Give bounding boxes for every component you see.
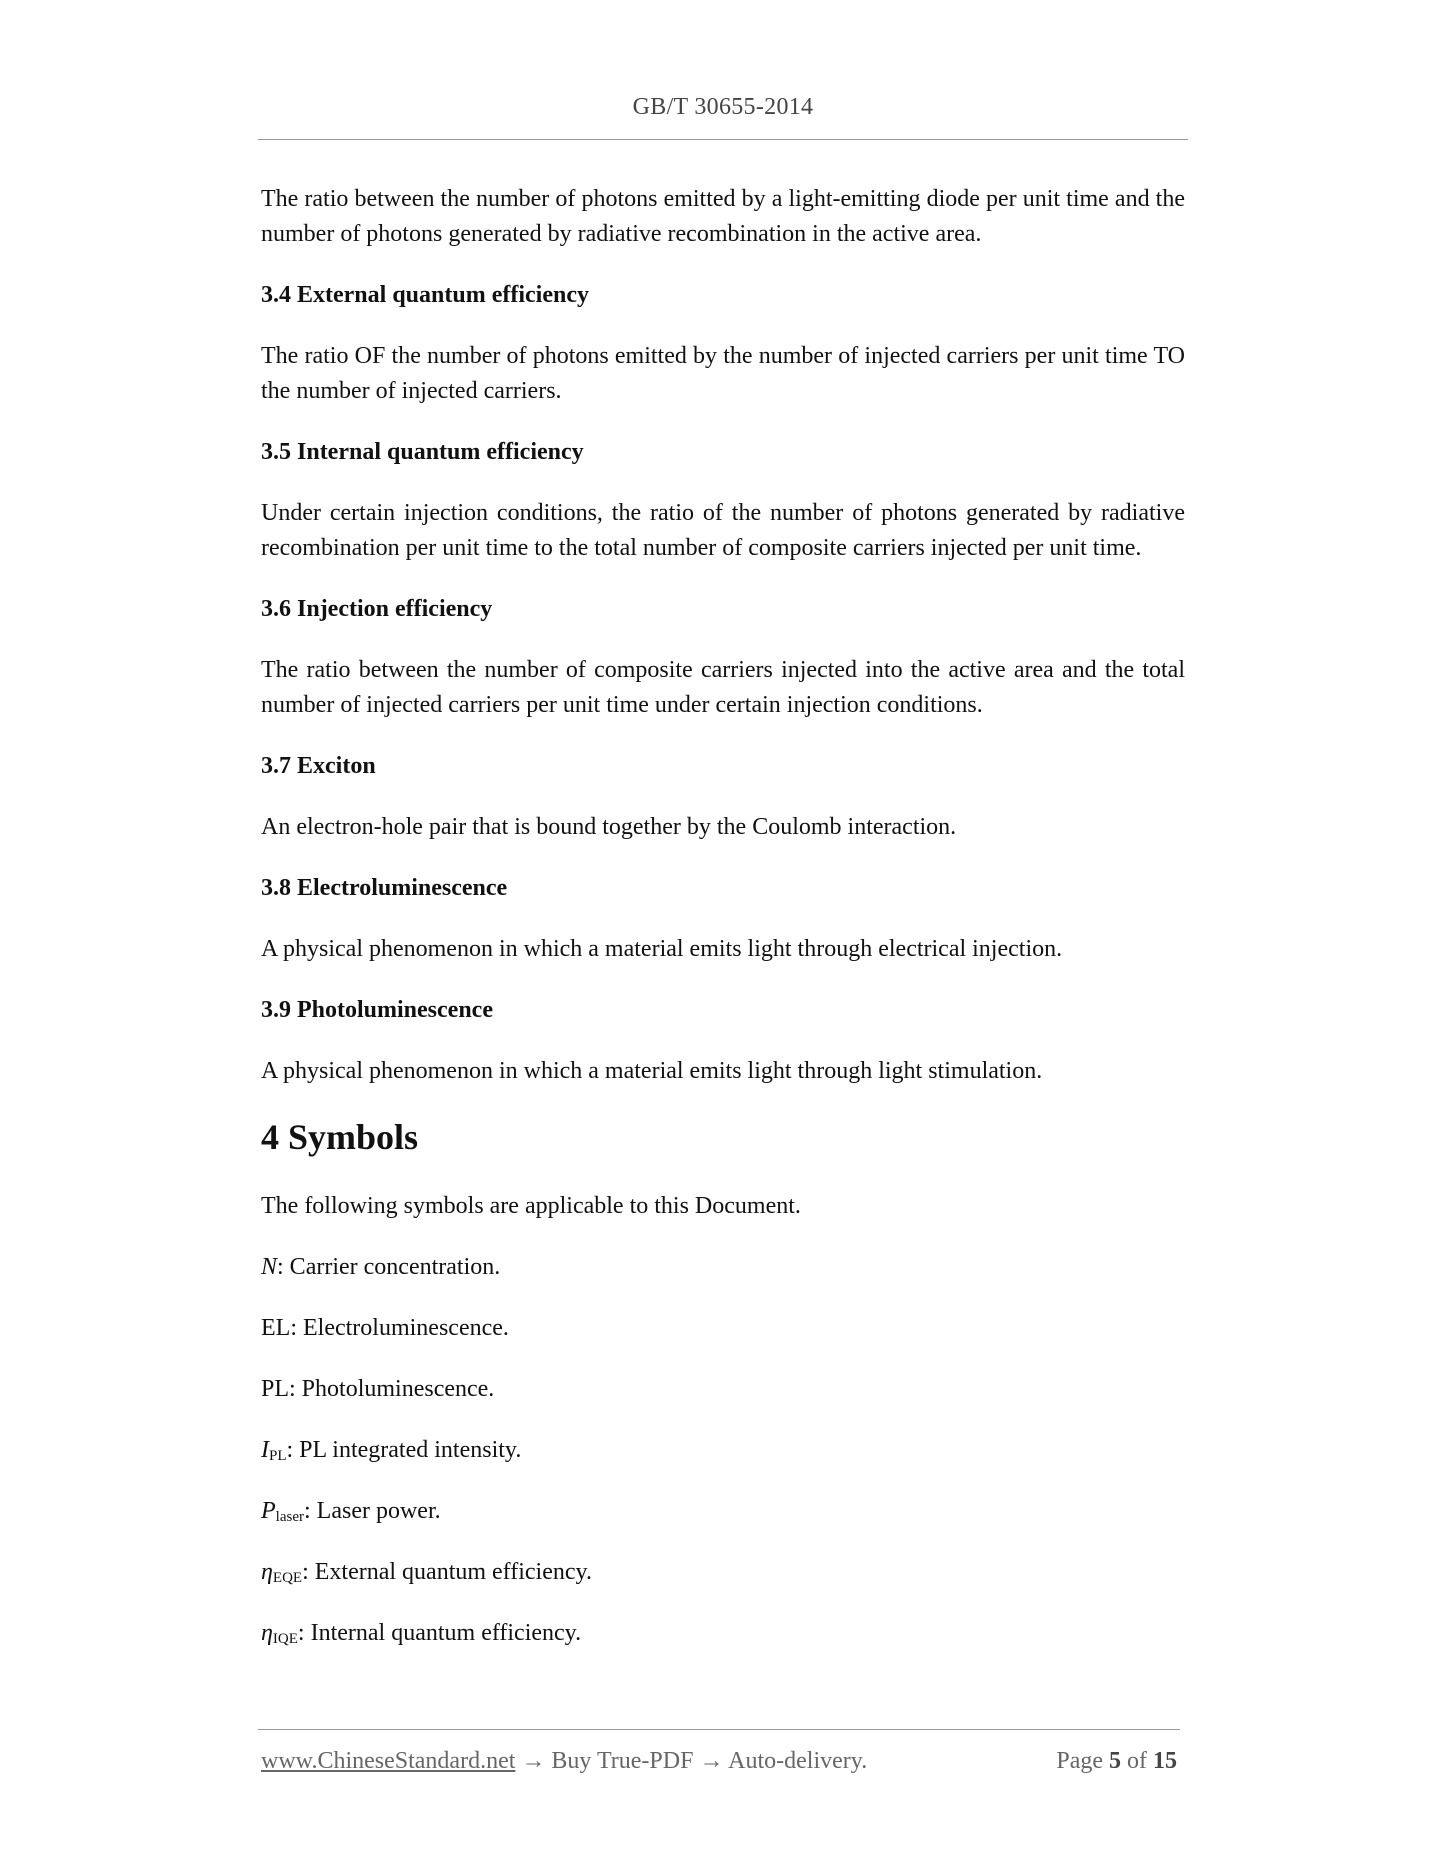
footer-left [261, 1748, 867, 1775]
paragraph-3-8: A physical phenomenon in which a material emits light through electrical injection. [261, 936, 1063, 962]
symbol-description: : Laser power. [304, 1498, 441, 1524]
heading-3-5: 3.5 Internal quantum efficiency [261, 439, 584, 465]
symbol-description: : PL integrated intensity. [286, 1437, 522, 1463]
symbol-description: : Carrier concentration. [277, 1254, 501, 1280]
heading-3-9: 3.9 Photoluminescence [261, 997, 493, 1023]
symbol-name: EL [261, 1315, 291, 1341]
page-number [1056, 1748, 1177, 1775]
page-total: 15 [1153, 1748, 1177, 1774]
page-content [261, 182, 1185, 1677]
footer-divider [258, 1729, 1180, 1730]
heading-3-4: 3.4 External quantum efficiency [261, 282, 589, 308]
paragraph-3-7: An electron-hole pair that is bound together by the Coulomb interaction. [261, 814, 957, 840]
website-link[interactable]: www.ChineseStandard.net [261, 1748, 516, 1774]
heading-3-6: 3.6 Injection efficiency [261, 596, 493, 622]
symbol-subscript: PL [269, 1448, 287, 1464]
page-header-title: GB/T 30655-2014 [632, 94, 814, 120]
symbol-description: : External quantum efficiency. [302, 1559, 592, 1585]
symbol-description: : Photoluminescence. [289, 1376, 495, 1402]
symbol-name: N [261, 1254, 278, 1280]
of-label: of [1127, 1748, 1147, 1774]
symbol-name: η [261, 1620, 273, 1646]
paragraph-3-6: The ratio between the number of composite carriers injected into the active area and the total number of injected carriers per unit time under certain injection conditions. [261, 657, 1185, 718]
header-divider [258, 139, 1188, 140]
symbol-subscript: IQE [272, 1631, 298, 1647]
symbol-subscript: EQE [272, 1570, 303, 1586]
paragraph-3-5: Under certain injection conditions, the ratio of the number of photons generated by radiative recombination per unit time to the total number of composite carriers injected per unit time. [261, 500, 1185, 561]
auto-delivery-text: Auto-delivery. [728, 1748, 868, 1774]
arrow-right-icon: → [699, 1748, 724, 1774]
symbol-item-n [261, 1250, 1185, 1285]
symbol-subscript: laser [275, 1509, 304, 1525]
page-current: 5 [1109, 1748, 1121, 1774]
symbol-item-eta-iqe [261, 1616, 1185, 1651]
intro-paragraph: The ratio between the number of photons emitted by a light-emitting diode per unit time and the number of photons generated by radiative recombination in the active area. [261, 186, 1185, 247]
symbol-item-ipl [261, 1433, 1185, 1468]
symbol-name: PL [261, 1376, 290, 1402]
symbol-description: : Internal quantum efficiency. [297, 1620, 582, 1646]
heading-3-7: 3.7 Exciton [261, 753, 376, 779]
heading-3-8: 3.8 Electroluminescence [261, 875, 508, 901]
buy-pdf-text: Buy True-PDF [551, 1748, 694, 1774]
symbol-item-eta-eqe [261, 1555, 1185, 1590]
symbol-name: P [261, 1498, 276, 1524]
paragraph-3-4: The ratio OF the number of photons emitted by the number of injected carriers per unit time TO the number of injected carriers. [261, 343, 1185, 404]
symbol-description: : Electroluminescence. [290, 1315, 509, 1341]
symbol-item-pl [261, 1372, 1185, 1407]
arrow-right-icon: → [521, 1748, 546, 1774]
section-title-symbols: 4 Symbols [261, 1117, 419, 1157]
symbols-intro: The following symbols are applicable to this Document. [261, 1193, 801, 1219]
symbol-item-plaser [261, 1494, 1185, 1529]
symbol-name: η [261, 1559, 273, 1585]
symbol-name: I [261, 1437, 269, 1463]
page-label: Page [1056, 1748, 1103, 1774]
symbol-item-el [261, 1311, 1185, 1346]
page-footer [261, 1748, 1177, 1775]
paragraph-3-9: A physical phenomenon in which a material emits light through light stimulation. [261, 1058, 1043, 1084]
